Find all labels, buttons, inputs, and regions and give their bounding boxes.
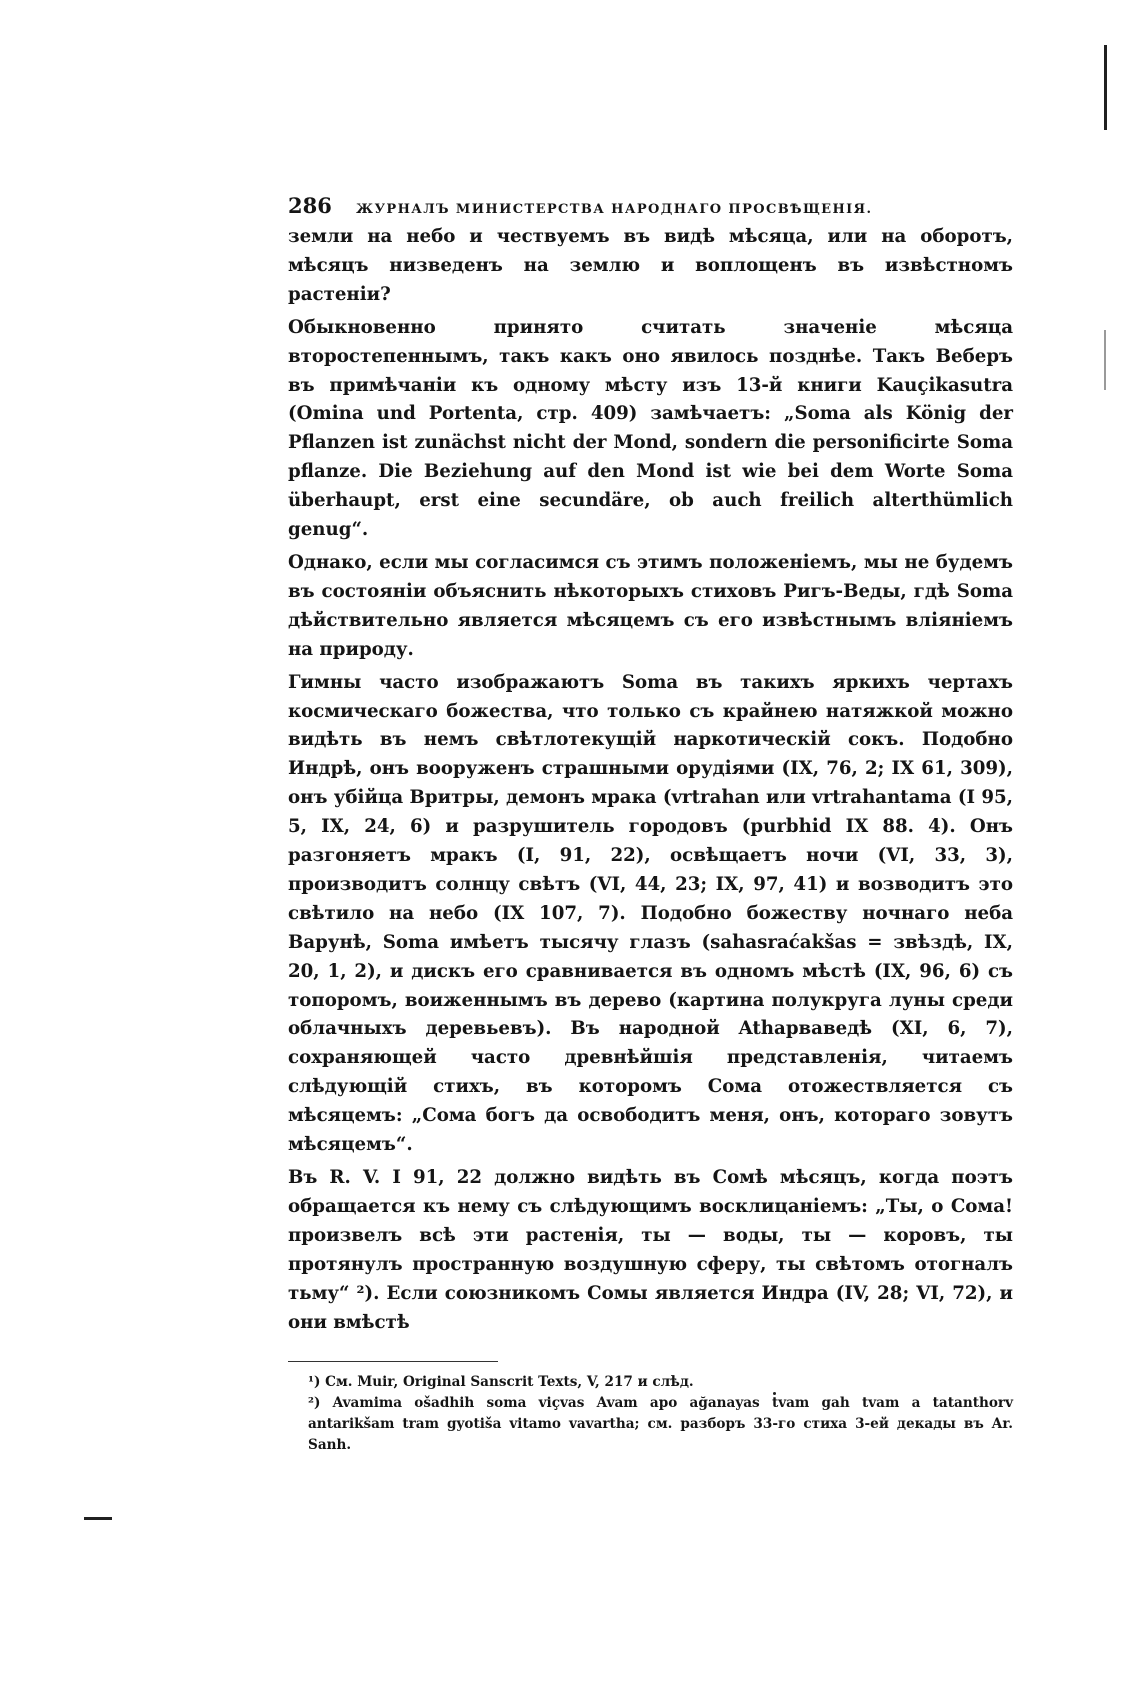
footnote: ¹) См. Muir, Original Sanscrit Texts, V, 217 и слѣд. xyxy=(308,1374,694,1391)
footnotes xyxy=(288,1372,1013,1456)
paragraph: Обыкновенно принято считать значеніе мѣсяца второстепеннымъ, такъ какъ оно явилось позднѣе. Такъ Веберъ въ примѣчаніи къ одному мѣсту изъ 13-й книги Kauçikasutra (Omina und Portenta, стр. 409) замѣчаетъ: „Soma als König der Pflanzen ist zunächst nicht der Mond, sondern die personificirte Soma pflanze. Die Beziehung auf den Mond ist wie bei dem Worte Soma überhaupt, erst eine secundäre, ob auch freilich alterthümlich genug“. xyxy=(288,316,1013,541)
body-text xyxy=(288,223,1013,1337)
scan-artifact-bar xyxy=(1104,330,1106,390)
paragraph: Въ R. V. I 91, 22 должно видѣть въ Сомѣ мѣсяцъ, когда поэтъ обращается къ нему съ слѣдующимъ восклицаніемъ: „Ты, о Сома! произвелъ всѣ эти растенія, ты — воды, ты — коровъ, ты протянулъ пространную воздушную сферу, ты свѣтомъ отогналъ тьму“ ²). Если союзникомъ Сомы является Индра (IV, 28; VI, 72), и они вмѣстѣ xyxy=(288,1167,1013,1333)
running-head xyxy=(288,193,1013,223)
scan-artifact-bar xyxy=(84,1517,112,1520)
journal-title: ЖУРНАЛЪ МИНИСТЕРСТВА НАРОДНАГО ПРОСВѢЩЕНІЯ. xyxy=(356,202,873,217)
scan-artifact-bar xyxy=(1104,45,1107,130)
footnote-divider xyxy=(288,1361,498,1362)
paragraph: Однако, если мы согласимся съ этимъ положеніемъ, мы не будемъ въ состояніи объяснить нѣкоторыхъ стиховъ Ригъ-Веды, гдѣ Soma дѣйствительно является мѣсяцемъ съ его извѣстнымъ вліяніемъ на природу. xyxy=(288,551,1013,660)
footnote: ²) Avamima ošadhih soma viçvas Avam apo ağanayas tvam gah tvam a tatanthorv antarikšam tram gyotiša vitamo vavartha; см. разборъ 33-го стиха 3-ей декады въ Ar. Sanh. xyxy=(308,1395,1013,1454)
paragraph: Гимны часто изображаютъ Soma въ такихъ яркихъ чертахъ космическаго божества, что только съ крайнею натяжкой можно видѣть въ немъ свѣтлотекущій наркотическій сокъ. Подобно Индрѣ, онъ вооруженъ страшными орудіями (IX, 76, 2; IX 61, 309), онъ убійца Вритры, демонъ мрака (vrtrahan или vrtrahantama (I 95, 5, IX, 24, 6) и разрушитель городовъ (purbhid IX 88. 4). Онъ разгоняетъ мракъ (I, 91, 22), освѣщаетъ ночи (VI, 33, 3), производитъ солнцу свѣтъ (VI, 44, 23; IX, 97, 41) и возводитъ это свѣтило на небо (IX 107, 7). Подобно божеству ночнаго неба Варунѣ, Soma имѣетъ тысячу глазъ (sahasraćakšas = звѣздѣ, IX, 20, 1, 2), и дискъ его сравнивается въ одномъ мѣстѣ (IX, 96, 6) съ топоромъ, воиженнымъ въ дерево (картина полукруга луны среди облачныхъ деревьевъ). Въ народной Athарваведѣ (XI, 6, 7), сохраняющей часто древнѣйшія представленія, читаемъ слѣдующій стихъ, въ которомъ Сома отожествляется съ мѣсяцемъ: „Сома богъ да освободитъ меня, онъ, котораго зовутъ мѣсяцемъ“. xyxy=(288,671,1013,1156)
paragraph: земли на небо и чествуемъ въ видѣ мѣсяца, или на оборотъ, мѣсяцъ низведенъ на землю и воплощенъ въ извѣстномъ растеніи? xyxy=(288,226,1013,305)
page-number: 286 xyxy=(288,193,332,218)
book-page xyxy=(288,193,1013,1456)
